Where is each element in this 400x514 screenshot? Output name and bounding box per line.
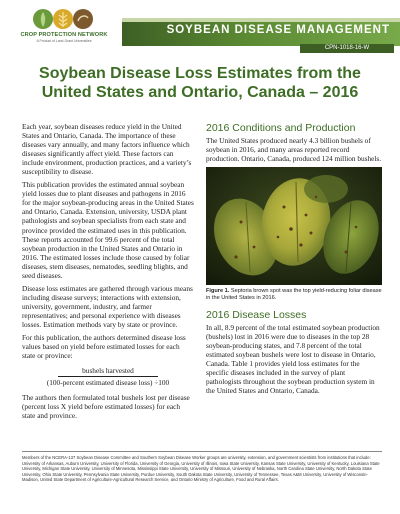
figure-label: Figure 1.	[206, 288, 230, 295]
conditions-paragraph: The United States produced nearly 4.3 billion bushels of soybean in 2016, and many areas reported record production. Ontario, Canada, produced 124 million bushels.	[206, 136, 382, 164]
losses-paragraph: In all, 8.9 percent of the total estimated soybean production (bushels) lost in 2016 were due to diseases in the top 28 soybean-producing states, and 7.8 percent of the total estimated soybean bushels were lost to disease in Ontario, Canada. Table 1 provides yield loss estimates for the specific diseases included in the survey of plant pathologists throughout the soybean production system in the United States and Ontario, Canada.	[206, 323, 380, 396]
title-line-2: United States and Ontario, Canada – 2016	[41, 84, 359, 101]
bushels-lost-paragraph: The authors then formulated total bushels lost per disease (percent loss X yield before estimated losses) for each state and province.	[22, 393, 190, 421]
publication-code: CPN-1018-16-W	[300, 44, 394, 53]
formula-numerator: bushels harvested	[58, 366, 158, 377]
figure-caption	[206, 288, 382, 302]
right-column	[206, 122, 382, 400]
footer-credits: Members of the NCERA-137 Soybean Disease Committee and Southern Soybean Disease Worker groups are university, extension, and government scientists from institutions that include: University of Arkansas, Auburn University, University of Florida, University of Georgia, University of Illinois, Iowa State University, Kansas State University, University of Kentucky, Louisiana State University, Michigan State University, University of Minnesota, Mississippi State University, University of Missouri, University of Nebraska, North Carolina State University, North Dakota State University, Ohio State University, Pennsylvania State University, Purdue University, South Dakota State University, University of Tennessee, Texas A&M University, University of Wisconsin-Madison, United State Department of Agriculture-Agricultural Research Service, and Ontario Ministry of Agriculture, Food and Rural Affairs.	[22, 455, 380, 483]
logo-tagline: A Product of Land-Grant Universities	[36, 39, 92, 43]
page-title	[20, 64, 380, 102]
loss-formula	[22, 366, 194, 387]
logo-crops-icon	[32, 8, 94, 30]
footer-divider	[22, 451, 382, 452]
title-line-1: Soybean Disease Loss Estimates from the	[39, 65, 361, 82]
logo-name: CROP PROTECTION NETWORK	[20, 32, 108, 38]
crop-protection-network-logo	[12, 8, 112, 52]
figure-caption-text: Septoria brown spot was the top yield-reducing foliar disease in the United States in 2016.	[206, 288, 382, 302]
leaf-image	[206, 167, 382, 285]
banner-title: SOYBEAN DISEASE MANAGEMENT	[166, 24, 390, 36]
page-header	[0, 0, 400, 55]
methods-paragraph: Disease loss estimates are gathered through various means including disease surveys; interactions with extension, university, government, industry, and farmer representatives; and personal experience with diseases losses. Estimation methods vary by state or province.	[22, 283, 193, 329]
losses-heading: 2016 Disease Losses	[206, 309, 307, 322]
intro-paragraph: Each year, soybean diseases reduce yield in the United States and Ontario, Canada. The importance of these diseases vary annually, and many factors influence which diseases significantly affect yield. These factors can include environment, production practices, and a variety’s susceptibility to disease.	[22, 122, 192, 177]
formula-intro-paragraph: For this publication, the authors determined disease loss values based on yield before estimated losses for each state or province:	[22, 333, 186, 361]
left-column	[22, 122, 194, 424]
septoria-leaf-photo	[206, 167, 382, 285]
formula-denominator: (100-percent estimated disease loss) ÷100	[46, 378, 170, 388]
conditions-heading: 2016 Conditions and Production	[206, 122, 356, 134]
purpose-paragraph: This publication provides the estimated annual soybean yield losses due to plant diseases and pathogens in 2016 for the major soybean-producing areas in the United States and Ontario, Canada. Extension, university, USDA plant pathologists and soybean specialists from each state and province provided the estimated uses in this publication. These reports accounted for 99.6 percent of the total soybean production in the United States and Ontario in 2016. The estimated losses include those caused by foliar diseases, stem diseases, nematodes, seedling blights, and seed diseases.	[22, 180, 194, 280]
